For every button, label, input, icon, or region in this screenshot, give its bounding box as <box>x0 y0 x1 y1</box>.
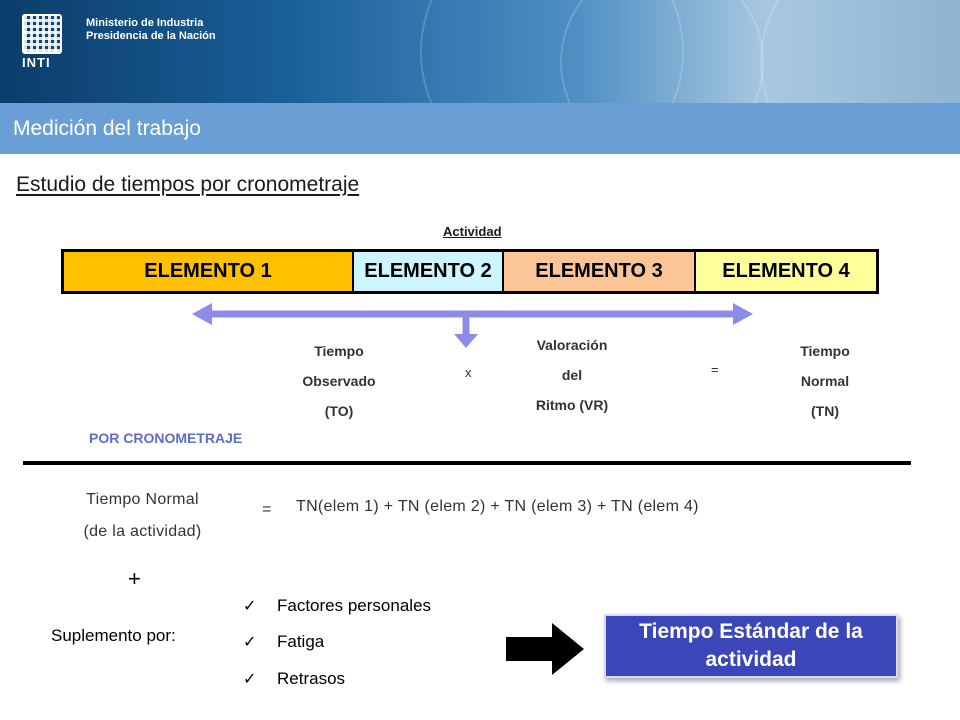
observed-time-line-2: Observado <box>302 373 376 389</box>
page-title: Medición del trabajo <box>13 117 201 140</box>
supplement-item <box>243 596 431 616</box>
banner-decoration <box>560 0 764 103</box>
plus-sign: + <box>128 566 141 591</box>
rating-label <box>517 330 627 420</box>
divider <box>23 461 911 465</box>
activity-label: Actividad <box>443 224 502 239</box>
header-banner <box>0 0 960 103</box>
activity-normal-time-line-2: (de la actividad) <box>83 523 202 540</box>
right-arrow-icon <box>506 623 584 675</box>
standard-time-box <box>604 614 898 678</box>
normal-time-line-3: (TN) <box>811 403 839 419</box>
span-arrow-right-head <box>733 303 753 325</box>
element-box-2: ELEMENTO 2 <box>354 252 504 291</box>
banner-decoration <box>760 0 960 103</box>
activity-elements-bar <box>61 249 879 294</box>
observed-time-line-3: (TO) <box>324 403 354 419</box>
supplement-item-label: Retrasos <box>277 669 346 688</box>
supplement-item <box>243 632 324 652</box>
section-subtitle: Estudio de tiempos por cronometraje <box>16 173 360 196</box>
ministry-name <box>86 17 216 43</box>
supplement-item-label: Factores personales <box>277 596 432 615</box>
element-box-4: ELEMENTO 4 <box>696 252 876 291</box>
activity-normal-time-line-1: Tiempo Normal <box>86 491 199 508</box>
checkmark-icon: ✓ <box>243 598 257 615</box>
ministry-line-2: Presidencia de la Nación <box>86 30 216 42</box>
normal-time-expression: TN(elem 1) + TN (elem 2) + TN (elem 3) + TN (elem 4) <box>296 498 699 515</box>
method-label: POR CRONOMETRAJE <box>89 430 243 446</box>
normal-time-label <box>770 336 880 426</box>
supplement-label: Suplemento por: <box>51 626 176 645</box>
supplement-item <box>243 669 345 689</box>
rating-line-2: del <box>561 367 583 383</box>
multiply-sign: x <box>465 365 472 380</box>
supplement-item-label: Fatiga <box>277 632 325 651</box>
span-arrow-left-head <box>192 303 212 325</box>
checkmark-icon: ✓ <box>243 634 257 651</box>
checkmark-icon: ✓ <box>243 671 257 688</box>
observed-time-label <box>284 336 394 426</box>
inti-logo-icon <box>22 14 62 54</box>
logo-text: INTI <box>22 55 51 70</box>
rating-line-1: Valoración <box>536 337 608 353</box>
element-box-3: ELEMENTO 3 <box>504 252 696 291</box>
observed-time-line-1: Tiempo <box>314 343 364 359</box>
activity-normal-time-label <box>60 484 225 548</box>
normal-time-line-1: Tiempo <box>800 343 850 359</box>
rating-line-3: Ritmo (VR) <box>535 397 609 413</box>
standard-time-line-2: actividad <box>705 648 797 671</box>
ministry-line-1: Ministerio de Industria <box>86 17 204 29</box>
equals-sign: = <box>711 362 719 377</box>
standard-time-line-1: Tiempo Estándar de la <box>639 620 863 643</box>
activity-equals-sign: = <box>262 501 272 518</box>
normal-time-line-2: Normal <box>800 373 850 389</box>
down-arrow-head <box>454 334 478 348</box>
element-box-1: ELEMENTO 1 <box>64 252 354 291</box>
element-span-arrow <box>190 300 755 350</box>
